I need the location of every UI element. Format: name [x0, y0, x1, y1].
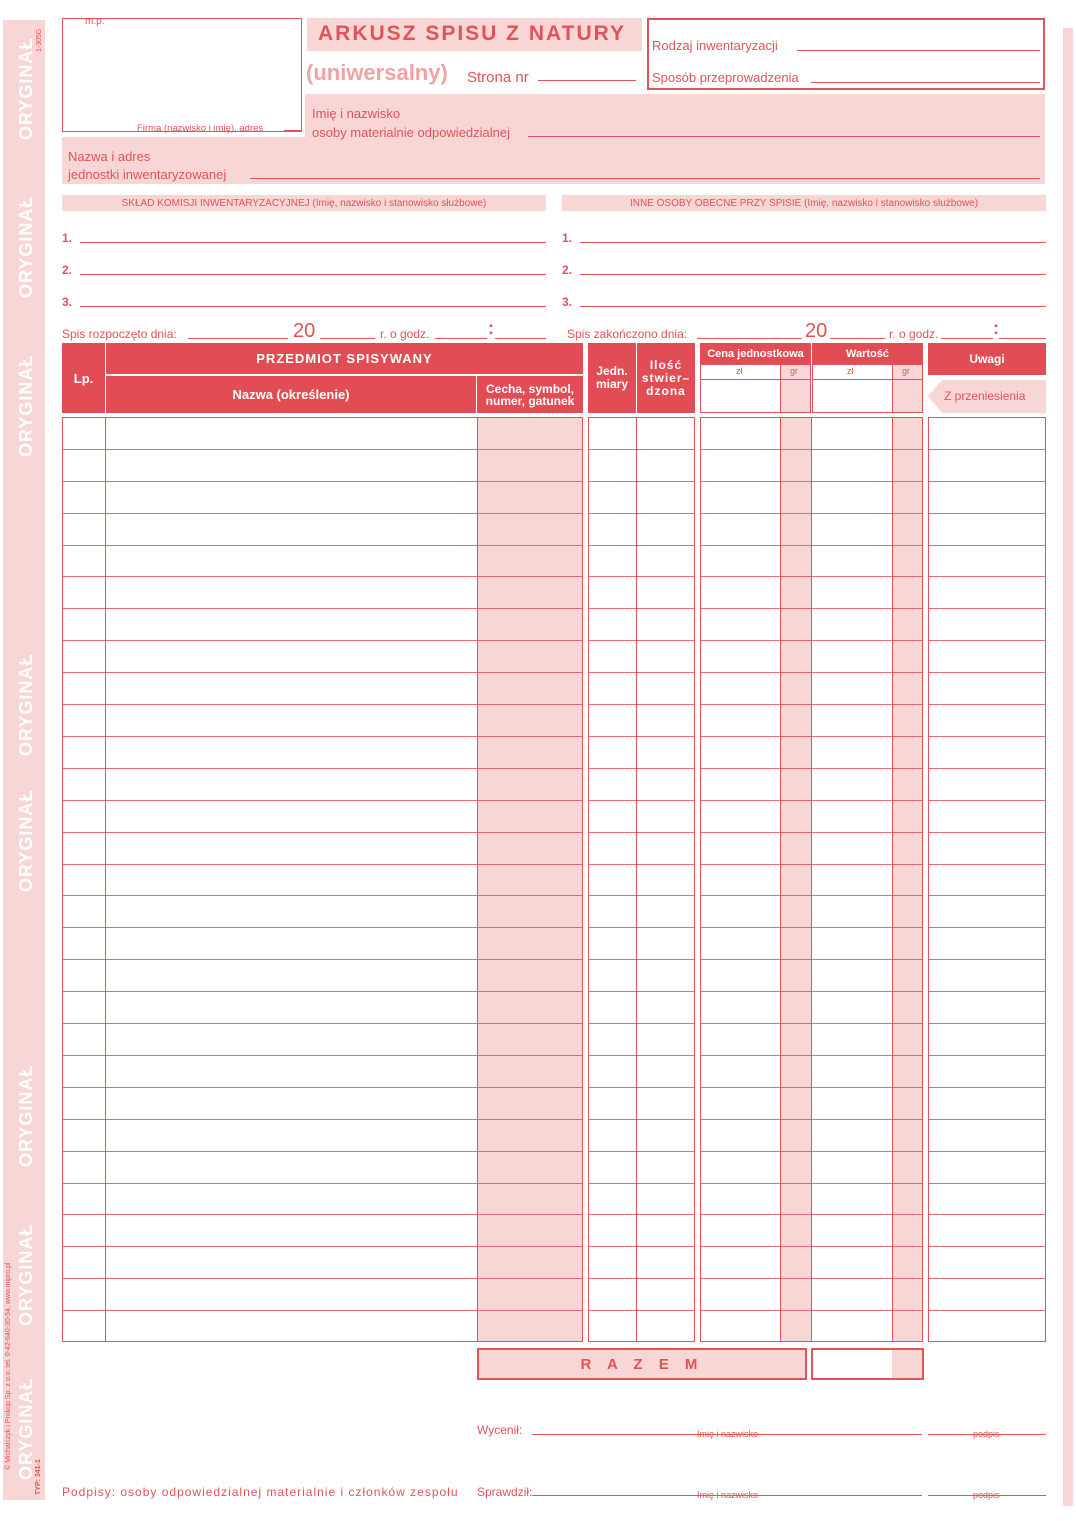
sprawdzil-sign-caption: podpis [973, 1490, 1000, 1500]
przedmiot-label: PRZEDMIOT SPISYWANY [256, 351, 433, 366]
side-typ: TYP: 341-1 [35, 1459, 42, 1495]
end-year: 20 [805, 320, 828, 342]
col-nazwa-label: Nazwa (określenie) [232, 387, 350, 402]
col-jedn-header [588, 343, 636, 413]
komisja-num-1: 1. [62, 231, 73, 245]
cena-gr-label: gr [790, 366, 799, 376]
table-row[interactable] [62, 959, 1046, 991]
sprawdzil-label: Sprawdził: [477, 1485, 533, 1499]
wartosc-zl-label: zł [847, 366, 854, 376]
nazwa-label-2: jednostki inwentaryzowanej [68, 167, 227, 182]
end-godz: r. o godz. [889, 327, 939, 341]
cena-sub-divider [780, 364, 781, 413]
side-oryginal-3: ORYGINAŁ [16, 354, 36, 457]
wycenil-label: Wycenił: [477, 1423, 523, 1437]
imie-label-2: osoby materialnie odpowiedzialnej [312, 125, 511, 140]
col-uwagi-header [928, 343, 1046, 375]
table-row[interactable] [62, 1183, 1046, 1215]
inne-field-3[interactable] [580, 306, 1046, 307]
table-row[interactable] [62, 832, 1046, 864]
table-row[interactable] [62, 736, 1046, 768]
strona-field[interactable] [538, 80, 636, 81]
komisja-field-1[interactable] [80, 242, 546, 243]
start-hour-field[interactable] [435, 330, 487, 339]
razem-box [477, 1348, 807, 1380]
col-jedn-label-2: miary [595, 377, 629, 391]
table-row[interactable] [62, 864, 1046, 896]
table-row[interactable] [62, 1023, 1046, 1055]
firma-label: Firma (nazwisko i imię), adres [137, 123, 264, 134]
col-cecha-label-2: numer, gatunek [485, 393, 575, 408]
col-nazwa-header [106, 376, 476, 413]
razem-label: R A Z E M [580, 1355, 704, 1373]
table-row[interactable] [62, 991, 1046, 1023]
table-row[interactable] [62, 1055, 1046, 1087]
form-title: ARKUSZ SPISU Z NATURY [318, 22, 627, 45]
przeniesienie-label: Z przeniesienia [944, 389, 1026, 403]
start-day-field[interactable] [188, 330, 288, 339]
komisja-title-right [562, 195, 1046, 211]
table-row[interactable] [62, 1119, 1046, 1151]
side-oryginal-4: ORYGINAŁ [16, 653, 36, 756]
przedmiot-header [106, 343, 583, 374]
end-label: Spis zakończono dnia: [567, 327, 688, 341]
side-code: 1-305G [36, 28, 43, 52]
imie-field[interactable] [528, 136, 1040, 137]
table-row[interactable] [62, 640, 1046, 672]
right-strip [1063, 28, 1073, 1506]
table-row[interactable] [62, 576, 1046, 608]
inne-num-3: 3. [562, 295, 573, 309]
wartosc-sub-divider [892, 364, 893, 413]
col-cecha-label-1: Cecha, symbol, [485, 381, 575, 396]
col-ilosc-label-1: Ilość [649, 357, 683, 372]
col-cecha-header [477, 376, 583, 413]
sposob-field[interactable] [811, 82, 1040, 83]
inne-num-2: 2. [562, 263, 573, 277]
col-jedn-label-1: Jedn. [596, 364, 628, 378]
start-year-field[interactable] [320, 330, 375, 339]
razem-gr-shade [892, 1350, 922, 1378]
table-row[interactable] [62, 1151, 1046, 1183]
table-row[interactable] [62, 481, 1046, 513]
cena-sub-line [700, 379, 811, 380]
side-oryginal-7: ORYGINAŁ [16, 1223, 36, 1326]
table-row[interactable] [62, 1310, 1046, 1342]
table-row[interactable] [62, 768, 1046, 800]
col-ilosc-label-2: stwier– [641, 370, 691, 385]
end-colon: : [993, 318, 999, 338]
firma-line [284, 130, 302, 131]
mp-label: m.p. [85, 16, 105, 27]
table-row[interactable] [62, 800, 1046, 832]
komisja-title-right-text: INNE OSOBY OBECNE PRZY SPISIE (Imię, nazwisko i stanowisko służbowe) [629, 197, 979, 209]
start-colon: : [488, 318, 494, 338]
table-row[interactable] [62, 1214, 1046, 1246]
table-row[interactable] [62, 895, 1046, 927]
rodzaj-field[interactable] [797, 50, 1040, 51]
table-row[interactable] [62, 1278, 1046, 1310]
komisja-num-2: 2. [62, 263, 73, 277]
table-row[interactable] [62, 672, 1046, 704]
table-row[interactable] [62, 417, 1046, 449]
side-oryginal-5: ORYGINAŁ [16, 789, 36, 892]
end-min-field[interactable] [999, 330, 1046, 339]
stamp-box [62, 18, 302, 132]
nazwa-label-1: Nazwa i adres [68, 149, 151, 164]
col-uwagi-label: Uwagi [969, 352, 1005, 366]
col-wartosc-label: Wartość [846, 347, 889, 360]
strona-label: Strona nr [467, 69, 529, 86]
table-row[interactable] [62, 513, 1046, 545]
table-row[interactable] [62, 1087, 1046, 1119]
cena-zl-label: zł [736, 366, 743, 376]
side-oryginal-2: ORYGINAŁ [16, 195, 36, 298]
side-oryginal-1: ORYGINAŁ [16, 37, 36, 140]
komisja-field-3[interactable] [80, 306, 546, 307]
wycenil-sign-caption: podpis [973, 1429, 1000, 1439]
komisja-title-left-text: SKŁAD KOMISJI INWENTARYZACYJNEJ (Imię, nazwisko i stanowisko służbowe) [121, 197, 487, 209]
start-label: Spis rozpoczęto dnia: [62, 327, 177, 341]
sprawdzil-name-caption: Imię i nazwisko [697, 1490, 759, 1500]
start-min-field[interactable] [495, 330, 546, 339]
table-row[interactable] [62, 449, 1046, 481]
table-row[interactable] [62, 704, 1046, 736]
table-row[interactable] [62, 545, 1046, 577]
table-row[interactable] [62, 608, 1046, 640]
sposob-label: Sposób przeprowadzenia [652, 70, 799, 85]
start-godz: r. o godz. [380, 327, 430, 341]
col-ilosc-header [637, 343, 695, 413]
col-lp-label: Lp. [73, 370, 94, 386]
wycenil-name-caption: Imię i nazwisko [697, 1429, 759, 1439]
nazwa-field[interactable] [250, 178, 1040, 179]
form-subtitle: (uniwersalny) [306, 60, 448, 85]
col-lp-header [62, 343, 105, 413]
table-row[interactable] [62, 927, 1046, 959]
rodzaj-label: Rodzaj inwentaryzacji [652, 38, 778, 53]
col-cena-header [700, 343, 811, 364]
imie-label-1: Imię i nazwisko [312, 106, 401, 121]
podpisy-label: Podpisy: osoby odpowiedzialnej materialnie i członków zespołu [62, 1485, 459, 1499]
komisja-title-left [62, 195, 546, 211]
side-publisher: © Michalczyk i Prokop Sp. z o.o. tel. 0-42-640-30-54, www.mipro.pl [5, 1262, 12, 1470]
start-year: 20 [293, 320, 316, 342]
inne-field-2[interactable] [580, 274, 1046, 275]
end-year-field[interactable] [830, 330, 885, 339]
col-wartosc-header [812, 343, 923, 364]
table-row[interactable] [62, 1246, 1046, 1278]
side-oryginal-8: ORYGINAŁ [16, 1377, 36, 1480]
col-cena-label: Cena jednostkowa [707, 347, 804, 360]
komisja-num-3: 3. [62, 295, 73, 309]
end-day-field[interactable] [697, 330, 802, 339]
inne-num-1: 1. [562, 231, 573, 245]
side-oryginal-6: ORYGINAŁ [16, 1064, 36, 1167]
inne-field-1[interactable] [580, 242, 1046, 243]
col-ilosc-label-3: dzona [646, 383, 686, 398]
komisja-field-2[interactable] [80, 274, 546, 275]
wartosc-sub-line [812, 379, 923, 380]
end-hour-field[interactable] [941, 330, 993, 339]
wartosc-gr-label: gr [902, 366, 911, 376]
